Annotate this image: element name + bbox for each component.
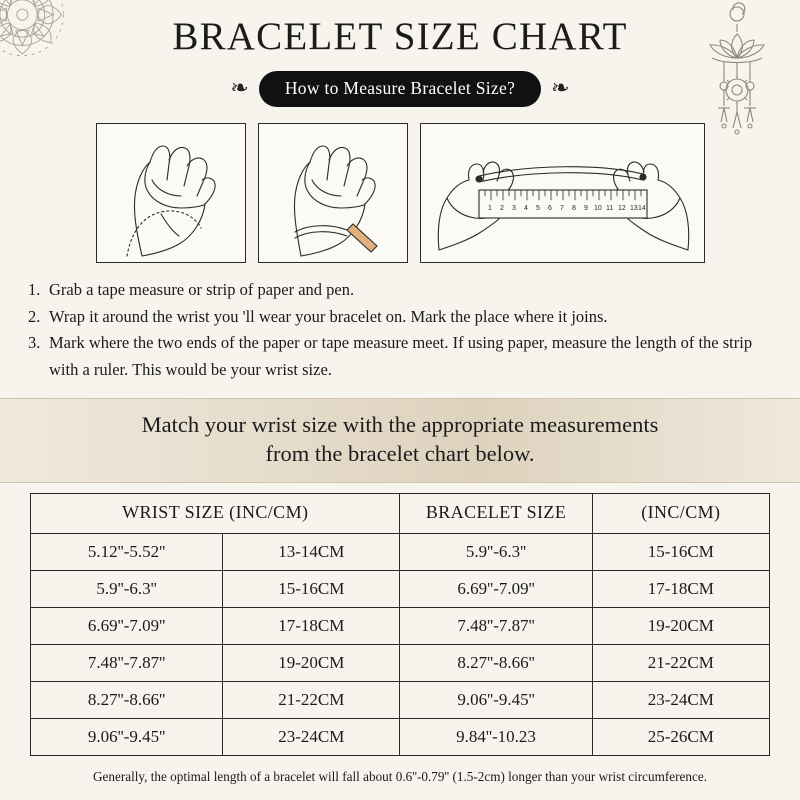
step-number: 3. bbox=[28, 333, 41, 353]
step-number: 2. bbox=[28, 306, 41, 326]
svg-text:12: 12 bbox=[617, 204, 626, 212]
hands-measuring-strip-with-ruler-illustration bbox=[420, 123, 705, 263]
subtitle-row bbox=[0, 71, 800, 107]
cell-wrist-inch: 9.06''-9.45'' bbox=[31, 719, 223, 756]
flourish-left-icon: ❧ bbox=[230, 75, 249, 101]
table-row bbox=[31, 719, 770, 756]
cell-wrist-cm: 23-24CM bbox=[223, 719, 400, 756]
list-item bbox=[28, 277, 778, 304]
svg-text:1: 1 bbox=[487, 204, 492, 212]
subtitle-pill: How to Measure Bracelet Size? bbox=[259, 71, 541, 107]
cell-bracelet-cm: 17-18CM bbox=[592, 571, 769, 608]
step-number: 1. bbox=[28, 279, 41, 299]
table-header-row bbox=[31, 494, 770, 534]
cell-bracelet-cm: 21-22CM bbox=[592, 645, 769, 682]
cell-bracelet-inch: 7.48''-7.87'' bbox=[400, 608, 592, 645]
cell-wrist-cm: 13-14CM bbox=[223, 534, 400, 571]
table-row bbox=[31, 608, 770, 645]
table-row bbox=[31, 645, 770, 682]
table-row bbox=[31, 534, 770, 571]
cell-wrist-inch: 7.48''-7.87'' bbox=[31, 645, 223, 682]
header-wrist-size: WRIST SIZE (INC/CM) bbox=[31, 494, 400, 534]
band-line-2: from the bracelet chart below. bbox=[265, 441, 535, 467]
svg-text:10: 10 bbox=[593, 204, 602, 212]
svg-text:3: 3 bbox=[511, 204, 516, 212]
table-row bbox=[31, 571, 770, 608]
svg-text:6: 6 bbox=[547, 204, 552, 212]
cell-bracelet-cm: 19-20CM bbox=[592, 608, 769, 645]
cell-bracelet-cm: 15-16CM bbox=[592, 534, 769, 571]
page-title: BRACELET SIZE CHART bbox=[172, 15, 628, 58]
header-bracelet-unit: (INC/CM) bbox=[592, 494, 769, 534]
cell-bracelet-inch: 6.69''-7.09'' bbox=[400, 571, 592, 608]
cell-wrist-inch: 8.27''-8.66'' bbox=[31, 682, 223, 719]
list-item bbox=[28, 304, 778, 331]
band-line-1: Match your wrist size with the appropriate measurements bbox=[141, 411, 659, 437]
svg-text:13: 13 bbox=[629, 204, 638, 212]
cell-wrist-cm: 19-20CM bbox=[223, 645, 400, 682]
cell-wrist-cm: 17-18CM bbox=[223, 608, 400, 645]
size-table-wrapper bbox=[0, 483, 800, 756]
measure-steps-list bbox=[0, 277, 800, 384]
svg-text:11: 11 bbox=[605, 204, 613, 212]
cell-bracelet-inch: 5.9''-6.3'' bbox=[400, 534, 592, 571]
cell-wrist-cm: 21-22CM bbox=[223, 682, 400, 719]
footer-note: Generally, the optimal length of a bracelet will fall about 0.6''-0.79'' (1.5-2cm) longer than your wrist circumference. bbox=[93, 769, 707, 785]
svg-text:9: 9 bbox=[583, 204, 588, 212]
table-row bbox=[31, 682, 770, 719]
cell-bracelet-inch: 8.27''-8.66'' bbox=[400, 645, 592, 682]
flourish-right-icon: ❧ bbox=[551, 75, 570, 101]
svg-text:7: 7 bbox=[559, 204, 564, 212]
header-bracelet-size: BRACELET SIZE bbox=[400, 494, 592, 534]
cell-wrist-cm: 15-16CM bbox=[223, 571, 400, 608]
hand-wrapping-paper-strip-illustration bbox=[258, 123, 408, 263]
cell-bracelet-inch: 9.84''-10.23 bbox=[400, 719, 592, 756]
svg-text:4: 4 bbox=[523, 204, 528, 212]
svg-text:5: 5 bbox=[535, 204, 540, 212]
svg-text:8: 8 bbox=[571, 204, 576, 212]
cell-bracelet-inch: 9.06''-9.45'' bbox=[400, 682, 592, 719]
list-item bbox=[28, 330, 778, 383]
hand-with-tape-measure-illustration bbox=[96, 123, 246, 263]
cell-wrist-inch: 5.9''-6.3'' bbox=[31, 571, 223, 608]
cell-wrist-inch: 6.69''-7.09'' bbox=[31, 608, 223, 645]
cell-bracelet-cm: 23-24CM bbox=[592, 682, 769, 719]
cell-wrist-inch: 5.12''-5.52'' bbox=[31, 534, 223, 571]
svg-text:2: 2 bbox=[499, 204, 504, 212]
svg-text:14: 14 bbox=[637, 204, 646, 212]
illustrations-row bbox=[0, 123, 800, 263]
step-text: Wrap it around the wrist you 'll wear your bracelet on. Mark the place where it joins. bbox=[49, 306, 608, 326]
step-text: Grab a tape measure or strip of paper and pen. bbox=[49, 279, 355, 299]
match-wrist-size-band bbox=[0, 398, 800, 483]
bracelet-size-table bbox=[30, 493, 770, 756]
cell-bracelet-cm: 25-26CM bbox=[592, 719, 769, 756]
step-text: Mark where the two ends of the paper or tape measure meet. If using paper, measure the length of the strip with a ruler. This would be your wrist size. bbox=[49, 333, 753, 380]
